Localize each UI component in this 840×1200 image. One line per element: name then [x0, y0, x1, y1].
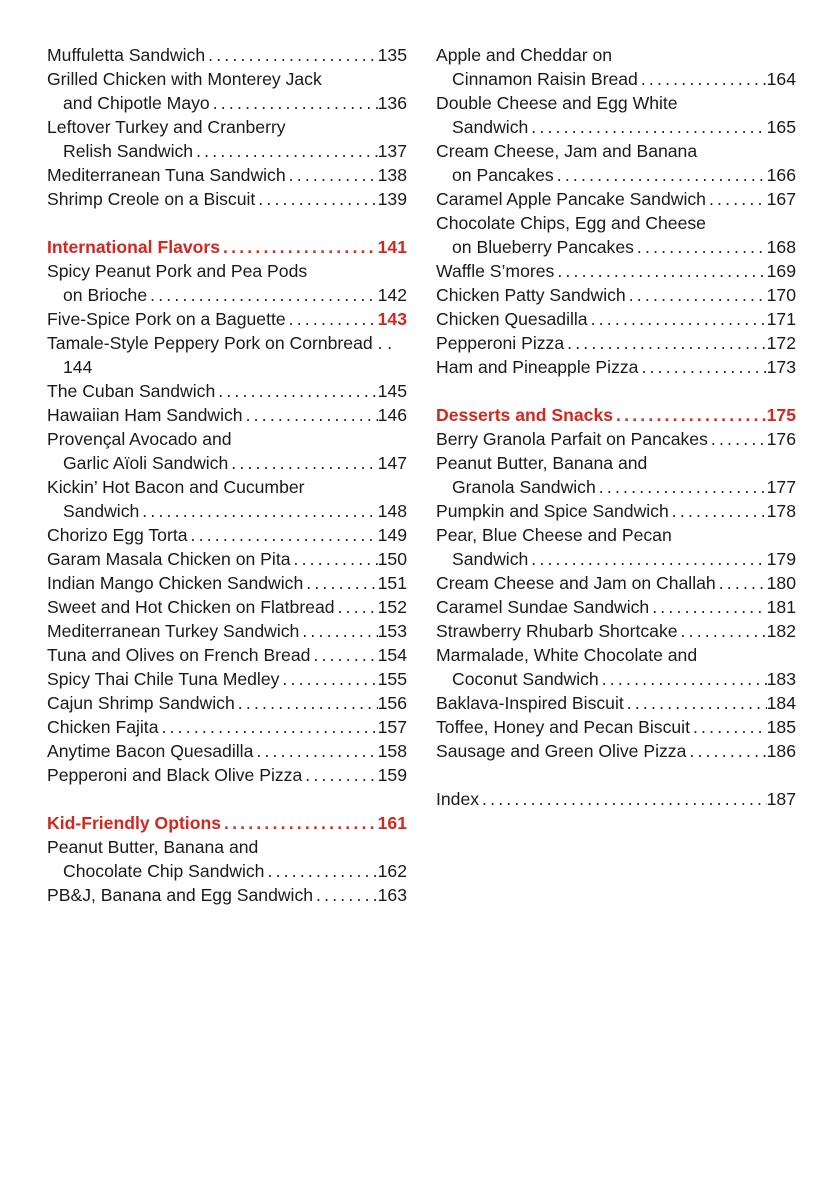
dot-leader [669, 499, 767, 523]
entry-page-number: 166 [766, 165, 796, 185]
dot-leader [221, 811, 378, 835]
dot-leader [299, 619, 377, 643]
dot-leader [686, 739, 766, 763]
toc-entry[interactable] [47, 259, 407, 307]
dot-leader [139, 499, 377, 523]
entry-line [47, 91, 407, 115]
entry-page-number: 165 [766, 117, 796, 137]
entry-line [47, 739, 407, 763]
entry-title-line: Chocolate Chips, Egg and Cheese [436, 213, 706, 233]
section-title: International Flavors [47, 237, 221, 257]
entry-line [47, 307, 407, 331]
entry-page-number: 138 [377, 165, 407, 185]
entry-title-line: Ham and Pineapple Pizza [436, 357, 639, 377]
toc-entry[interactable] [47, 619, 407, 643]
entry-page-number: 142 [377, 285, 407, 305]
entry-line [47, 619, 407, 643]
entry-title-line: Sweet and Hot Chicken on Flatbread [47, 597, 335, 617]
entry-line [436, 355, 796, 379]
entry-page-number: 179 [766, 549, 796, 569]
entry-title-line: Apple and Cheddar on [436, 45, 613, 65]
dot-leader [286, 307, 378, 331]
entry-line [436, 619, 796, 643]
entry-line [47, 283, 407, 307]
toc-column-left [47, 43, 407, 907]
entry-line [47, 163, 407, 187]
entry-title-line: Chicken Patty Sandwich [436, 285, 626, 305]
dot-leader [279, 667, 377, 691]
toc-entry[interactable] [436, 643, 796, 691]
entry-title-line: Garam Masala Chicken on Pita [47, 549, 291, 569]
dot-leader [624, 691, 767, 715]
dot-leader [243, 403, 378, 427]
dot-leader [310, 643, 377, 667]
entry-page-number: 136 [377, 93, 407, 113]
dot-leader [554, 259, 766, 283]
dot-leader [706, 187, 767, 211]
entry-title-line: Peanut Butter, Banana and [47, 837, 259, 857]
dot-leader [678, 619, 767, 643]
toc-entry[interactable] [436, 43, 796, 91]
entry-title-line: on Blueberry Pancakes [452, 237, 634, 257]
entry-title-line: Shrimp Creole on a Biscuit [47, 189, 256, 209]
toc-entry[interactable] [47, 403, 407, 427]
section-heading[interactable] [47, 235, 407, 259]
entry-title-line: Berry Granola Parfait on Pancakes [436, 429, 708, 449]
entry-title-line: Five-Spice Pork on a Baguette [47, 309, 286, 329]
entry-title-line: Chicken Fajita [47, 717, 159, 737]
toc-entry[interactable] [47, 595, 407, 619]
entry-title-line: Waffle S’mores [436, 261, 555, 281]
entry-line [47, 499, 407, 523]
toc-entry[interactable] [47, 739, 407, 763]
toc-entry[interactable] [436, 91, 796, 139]
entry-title-line: Spicy Peanut Pork and Pea Pods [47, 261, 308, 281]
dot-leader [158, 715, 377, 739]
dot-leader [255, 187, 377, 211]
toc-entry[interactable] [47, 835, 407, 883]
entry-line [436, 787, 796, 811]
entry-page-number: 187 [766, 789, 796, 809]
entry-title-line: Coconut Sandwich [452, 669, 599, 689]
dot-leader [147, 283, 378, 307]
entry-page-number: 184 [766, 693, 796, 713]
entry-title-line: The Cuban Sandwich [47, 381, 216, 401]
entry-page-number: 144 [63, 357, 93, 377]
toc-entry[interactable] [436, 211, 796, 259]
toc-entry[interactable] [47, 43, 407, 67]
entry-page-number: 158 [377, 741, 407, 761]
entry-title-line: Provençal Avocado and [47, 429, 232, 449]
toc-entry[interactable] [47, 715, 407, 739]
entry-page-number: 156 [377, 693, 407, 713]
section-heading[interactable] [436, 403, 796, 427]
dot-leader [599, 667, 767, 691]
entry-page-number: 145 [377, 381, 407, 401]
toc-entry[interactable] [436, 691, 796, 715]
toc-entry[interactable] [436, 187, 796, 211]
entry-line [47, 883, 407, 907]
spacer [436, 763, 796, 787]
entry-page-number: 147 [377, 453, 407, 473]
dot-leader [291, 547, 378, 571]
entry-page-number: 163 [377, 885, 407, 905]
toc-entry[interactable] [436, 595, 796, 619]
entry-title-line: Strawberry Rhubarb Shortcake [436, 621, 678, 641]
entry-page-number: 171 [766, 309, 796, 329]
dot-leader [302, 763, 377, 787]
dot-leader [613, 403, 767, 427]
entry-title-line: Tuna and Olives on French Bread [47, 645, 311, 665]
toc-column-right [436, 43, 796, 811]
entry-line [436, 739, 796, 763]
entry-page-number: 137 [377, 141, 407, 161]
dot-leader [638, 67, 767, 91]
entry-title-line: on Pancakes [452, 165, 554, 185]
dot-leader [528, 115, 766, 139]
entry-title-line: Chocolate Chip Sandwich [63, 861, 265, 881]
toc-entry[interactable] [47, 67, 407, 115]
entry-page-number: 162 [377, 861, 407, 881]
entry-title-line: Caramel Sundae Sandwich [436, 597, 650, 617]
dot-leader [220, 235, 378, 259]
dot-leader [564, 331, 767, 355]
section-title: Desserts and Snacks [436, 405, 614, 425]
entry-line [47, 43, 407, 67]
entry-page-number: 178 [766, 501, 796, 521]
section-heading[interactable] [47, 811, 407, 835]
entry-line [436, 187, 796, 211]
entry-page-number: 152 [377, 597, 407, 617]
toc-entry[interactable] [436, 283, 796, 307]
entry-page-number: 157 [377, 717, 407, 737]
entry-title-line: Sandwich [452, 117, 529, 137]
entry-title-line: Toffee, Honey and Pecan Biscuit [436, 717, 690, 737]
entry-page-number: 177 [766, 477, 796, 497]
entry-line [47, 667, 407, 691]
entry-title-line: Spicy Thai Chile Tuna Medley [47, 669, 280, 689]
entry-page-number: 154 [377, 645, 407, 665]
toc-entry[interactable] [436, 259, 796, 283]
toc-entry[interactable] [47, 763, 407, 787]
toc-entry[interactable] [47, 523, 407, 547]
entry-title-line: Garlic Aïoli Sandwich [63, 453, 229, 473]
entry-page-number: 181 [766, 597, 796, 617]
entry-title-line: Leftover Turkey and Cranberry [47, 117, 286, 137]
entry-title-line: Sausage and Green Olive Pizza [436, 741, 687, 761]
toc-entry[interactable] [436, 715, 796, 739]
dot-leader [210, 91, 378, 115]
toc-entry[interactable] [47, 883, 407, 907]
section-line [436, 403, 796, 427]
entry-page-number: 173 [766, 357, 796, 377]
entry-page-number: 170 [766, 285, 796, 305]
entry-title-line: Cinnamon Raisin Bread [452, 69, 638, 89]
entry-line [436, 547, 796, 571]
entry-line [436, 571, 796, 595]
entry-page-number: 185 [766, 717, 796, 737]
entry-page-number: 146 [377, 405, 407, 425]
entry-title-line: Cream Cheese, Jam and Banana [436, 141, 698, 161]
entry-page-number: 164 [766, 69, 796, 89]
entry-line [47, 691, 407, 715]
entry-title-line: Index [436, 789, 480, 809]
entry-line [47, 859, 407, 883]
entry-page-number: 155 [377, 669, 407, 689]
entry-title-line: Pepperoni and Black Olive Pizza [47, 765, 303, 785]
entry-line [47, 643, 407, 667]
toc-entry[interactable] [436, 331, 796, 355]
entry-title-line: Mediterranean Tuna Sandwich [47, 165, 286, 185]
entry-title-line: Indian Mango Chicken Sandwich [47, 573, 304, 593]
entry-line [47, 139, 407, 163]
toc-entry[interactable] [47, 571, 407, 595]
entry-line [436, 667, 796, 691]
toc-entry[interactable] [436, 307, 796, 331]
entry-title-line: Sandwich [63, 501, 140, 521]
entry-line [436, 115, 796, 139]
entry-title-line: on Brioche [63, 285, 148, 305]
dot-leader [596, 475, 767, 499]
entry-page-number: 180 [766, 573, 796, 593]
entry-title-line: Sandwich [452, 549, 529, 569]
section-page-number: 161 [377, 813, 407, 833]
dot-leader [228, 451, 377, 475]
section-line [47, 235, 407, 259]
entry-line [436, 691, 796, 715]
entry-line [436, 427, 796, 451]
dot-leader [188, 523, 378, 547]
toc-entry[interactable] [436, 355, 796, 379]
entry-title-line: Caramel Apple Pancake Sandwich [436, 189, 706, 209]
entry-page-number: 139 [377, 189, 407, 209]
toc-entry[interactable] [436, 523, 796, 571]
entry-line [436, 475, 796, 499]
dot-leader [626, 283, 767, 307]
dot-leader [554, 163, 767, 187]
entry-title-line: Pear, Blue Cheese and Pecan [436, 525, 672, 545]
dot-leader [335, 595, 378, 619]
entry-line [47, 571, 407, 595]
dot-leader [634, 235, 767, 259]
entry-line [436, 283, 796, 307]
toc-entry[interactable] [47, 643, 407, 667]
entry-page-number: 172 [766, 333, 796, 353]
dot-leader [638, 355, 766, 379]
toc-entry[interactable] [47, 163, 407, 187]
entry-title-line: Hawaiian Ham Sandwich [47, 405, 243, 425]
entry-line [47, 403, 407, 427]
entry-title-line: Cream Cheese and Jam on Challah [436, 573, 716, 593]
entry-title-line: Double Cheese and Egg White [436, 93, 678, 113]
entry-page-number: 143 [377, 309, 407, 329]
entry-page-number: 148 [377, 501, 407, 521]
entry-title-line: Peanut Butter, Banana and [436, 453, 648, 473]
toc-entry[interactable] [47, 547, 407, 571]
toc-entry[interactable] [436, 499, 796, 523]
dot-leader [264, 859, 377, 883]
entry-line [436, 235, 796, 259]
toc-entry[interactable] [47, 331, 407, 379]
toc-entry[interactable] [47, 427, 407, 475]
toc-entry[interactable] [436, 619, 796, 643]
entry-title-line: Pumpkin and Spice Sandwich [436, 501, 669, 521]
entry-title-line: Anytime Bacon Quesadilla [47, 741, 254, 761]
toc-entry[interactable] [436, 739, 796, 763]
section-line [47, 811, 407, 835]
entry-line [47, 715, 407, 739]
entry-line [47, 595, 407, 619]
toc-entry[interactable] [47, 667, 407, 691]
entry-page-number: 153 [377, 621, 407, 641]
entry-title-line: Marmalade, White Chocolate and [436, 645, 698, 665]
toc-entry[interactable] [436, 139, 796, 187]
dot-leader [649, 595, 766, 619]
entry-line [47, 451, 407, 475]
entry-title-line: Baklava-Inspired Biscuit [436, 693, 624, 713]
dot-leader [716, 571, 767, 595]
dot-leader [205, 43, 378, 67]
entry-title-line: and Chipotle Mayo [63, 93, 210, 113]
entry-title-line: Relish Sandwich [63, 141, 194, 161]
dot-leader [479, 787, 767, 811]
entry-line [47, 547, 407, 571]
entry-page-number: 135 [377, 45, 407, 65]
entry-title-line: Cajun Shrimp Sandwich [47, 693, 235, 713]
toc-entry[interactable] [436, 451, 796, 499]
dot-leader [588, 307, 767, 331]
toc-entry[interactable] [47, 115, 407, 163]
entry-line [436, 163, 796, 187]
entry-page-number: 182 [766, 621, 796, 641]
entry-title: Tamale-Style Peppery Pork on Cornbread . . [47, 333, 393, 353]
entry-page-number: 186 [766, 741, 796, 761]
toc-entry[interactable] [47, 475, 407, 523]
entry-line [436, 307, 796, 331]
dot-leader [235, 691, 378, 715]
entry-title-line: Chicken Quesadilla [436, 309, 588, 329]
entry-page-number: 168 [766, 237, 796, 257]
section-page-number: 141 [377, 237, 407, 257]
section-title: Kid-Friendly Options [47, 813, 221, 833]
entry-line [436, 715, 796, 739]
entry-line [47, 763, 407, 787]
entry-page-number: 159 [377, 765, 407, 785]
dot-leader [690, 715, 767, 739]
toc-entry[interactable] [47, 187, 407, 211]
entry-page-number: 151 [377, 573, 407, 593]
entry-title-line: Granola Sandwich [452, 477, 596, 497]
entry-line [436, 595, 796, 619]
entry-title-line: Chorizo Egg Torta [47, 525, 188, 545]
entry-line [47, 379, 407, 403]
entry-page-number: 167 [766, 189, 796, 209]
entry-title-line: Grilled Chicken with Monterey Jack [47, 69, 322, 89]
entry-page-number: 176 [766, 429, 796, 449]
entry-page-number: 149 [377, 525, 407, 545]
entry-line [436, 499, 796, 523]
toc-entry[interactable] [436, 427, 796, 451]
entry-line [436, 331, 796, 355]
dot-leader [286, 163, 378, 187]
entry-title-line: Kickin’ Hot Bacon and Cucumber [47, 477, 305, 497]
dot-leader [253, 739, 377, 763]
entry-title-line: PB&J, Banana and Egg Sandwich [47, 885, 314, 905]
entry-page-number: 150 [377, 549, 407, 569]
entry-line [47, 523, 407, 547]
dot-leader [528, 547, 766, 571]
entry-title-line: Mediterranean Turkey Sandwich [47, 621, 300, 641]
dot-leader [708, 427, 767, 451]
toc-entry[interactable] [47, 691, 407, 715]
entry-title-line: Pepperoni Pizza [436, 333, 565, 353]
toc-entry[interactable] [436, 571, 796, 595]
entry-page-number: 183 [766, 669, 796, 689]
dot-leader [303, 571, 377, 595]
dot-leader [313, 883, 378, 907]
dot-leader [215, 379, 377, 403]
entry-page-number: 169 [766, 261, 796, 281]
entry-line [436, 259, 796, 283]
dot-leader [193, 139, 378, 163]
entry-line [436, 67, 796, 91]
entry-title-line: Muffuletta Sandwich [47, 45, 206, 65]
toc-entry[interactable] [47, 379, 407, 403]
entry-line [47, 187, 407, 211]
section-page-number: 175 [766, 405, 796, 425]
toc-entry[interactable] [47, 307, 407, 331]
toc-entry[interactable] [436, 787, 796, 811]
